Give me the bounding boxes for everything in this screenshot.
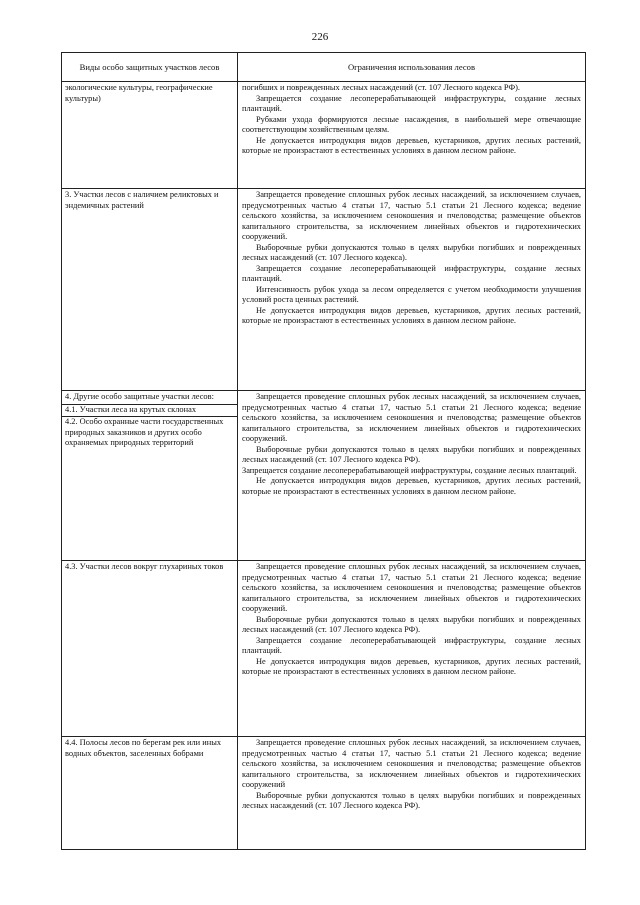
page-number: 226 bbox=[311, 31, 329, 43]
area-type-text: 4.2. Особо охранные части государственных природных заказников и других особо охраняемых природных территорий bbox=[65, 417, 224, 447]
restriction-paragraph: Выборочные рубки допускаются только в целях вырубки погибших и поврежденных лесных насаждений (ст. 107 Лесного кодекса). bbox=[242, 242, 581, 262]
restriction-paragraph: Выборочные рубки допускаются только в целях вырубки погибших и поврежденных лесных насаждений (ст. 107 Лесного кодекса РФ). bbox=[242, 614, 581, 634]
header-restrictions: Ограничения использования лесов bbox=[347, 62, 476, 72]
restriction-paragraph: Не допускается интродукция видов деревьев, кустарников, других лесных растений, которые не произрастают в естественных условиях в данном лесном районе. bbox=[242, 135, 581, 155]
restriction-paragraph: Выборочные рубки допускаются только в целях вырубки погибших и поврежденных лесных насаждений (ст. 107 Лесного кодекса РФ). bbox=[242, 790, 581, 810]
restriction-paragraph: Не допускается интродукция видов деревьев, кустарников, других лесных растений, которые не произрастают в естественных условиях в данном лесном районе. bbox=[242, 656, 581, 676]
table-row bbox=[62, 189, 585, 391]
area-type-cell bbox=[62, 189, 238, 390]
restriction-paragraph: Запрещается создание лесоперерабатывающей инфраструктуры, создание лесных плантаций. bbox=[242, 263, 581, 283]
table-row bbox=[62, 561, 585, 737]
area-type-text: 4.4. Полосы лесов по берегам рек или иных водных объектов, заселенных бобрами bbox=[65, 738, 222, 758]
table-row bbox=[62, 82, 585, 189]
table-row bbox=[62, 391, 585, 561]
restriction-paragraph: Запрещается проведение сплошных рубок лесных насаждений, за исключением случаев, предусмотренных частью 4 статьи 17, частью 5.1 статьи 21 Лесного кодекса; ведение сельского хозяйства, за исключением сенокошения и пчеловодства; размещение объектов капитального строительства, за исключением линейных объектов и гидротехнических сооружений. bbox=[242, 392, 581, 443]
restriction-paragraph: Интенсивность рубок ухода за лесом определяется с учетом необходимости улучшения условий роста ценных растений. bbox=[242, 284, 581, 304]
area-type-text: 4.3. Участки лесов вокруг глухариных токов bbox=[65, 562, 224, 571]
table-header-row bbox=[62, 53, 585, 82]
area-type-cell bbox=[62, 391, 238, 560]
restriction-paragraph: Не допускается интродукция видов деревьев, кустарников, других лесных растений, которые не произрастают в естественных условиях в данном лесном районе. bbox=[242, 476, 581, 496]
restriction-paragraph: Запрещается проведение сплошных рубок лесных насаждений, за исключением случаев, предусмотренных частью 4 статьи 17, частью 5.1 статьи 21 Лесного кодекса; ведение сельского хозяйства, за исключением сенокошения и пчеловодства; размещение объектов капитального строительства, за исключением линейных объектов и гидротехнических сооружений. bbox=[242, 190, 581, 241]
area-type-text: 4. Другие особо защитные участки лесов: bbox=[62, 391, 237, 405]
area-type-cell bbox=[62, 82, 238, 188]
restriction-paragraph: Рубками ухода формируются лесные насаждения, в наибольшей мере отвечающие соответствующим хозяйственным целям. bbox=[242, 114, 581, 134]
restriction-cell bbox=[238, 391, 585, 560]
header-protected-areas: Виды особо защитных участков лесов bbox=[62, 53, 238, 81]
area-type-cell bbox=[62, 561, 238, 736]
restriction-cell bbox=[238, 82, 585, 188]
table-row bbox=[62, 737, 585, 849]
restriction-paragraph: Запрещается создание лесоперерабатывающей инфраструктуры, создание лесных плантаций. bbox=[242, 93, 581, 113]
restrictions-table bbox=[61, 52, 586, 850]
area-type-text: экологические культуры, географические культуры) bbox=[65, 83, 213, 103]
restriction-paragraph: Запрещается проведение сплошных рубок лесных насаждений, за исключением случаев, предусмотренных частью 4 статьи 17, частью 5.1 статьи 21 Лесного кодекса; ведение сельского хозяйства, за исключением сенокошения и пчеловодства; размещение объектов капитального строительства, за исключением линейных объектов и гидротехнических сооружений bbox=[242, 738, 581, 789]
restriction-cell bbox=[238, 561, 585, 736]
restriction-paragraph: Выборочные рубки допускаются только в целях вырубки погибших и поврежденных лесных насаждений (ст. 107 Лесного кодекса РФ). bbox=[242, 444, 581, 464]
area-type-text: 4.1. Участки леса на крутых склонах bbox=[62, 405, 237, 418]
restriction-paragraph: Запрещается создание лесоперерабатывающей инфраструктуры, создание лесных плантаций. bbox=[242, 465, 577, 475]
restriction-paragraph: Запрещается проведение сплошных рубок лесных насаждений, за исключением случаев, предусмотренных частью 4 статьи 17, частью 5.1 статьи 21 Лесного кодекса; ведение сельского хозяйства, за исключением сенокошения и пчеловодства; размещение объектов капитального строительства, за исключением линейных объектов и гидротехнических сооружений. bbox=[242, 562, 581, 613]
restriction-cell bbox=[238, 737, 585, 849]
restriction-paragraph: Не допускается интродукция видов деревьев, кустарников, других лесных растений, которые не произрастают в естественных условиях в данном лесном районе. bbox=[242, 305, 581, 325]
restriction-cell bbox=[238, 189, 585, 390]
area-type-text: 3. Участки лесов с наличием реликтовых и эндемичных растений bbox=[65, 190, 219, 210]
restriction-paragraph: погибших и поврежденных лесных насаждений (ст. 107 Лесного кодекса РФ). bbox=[242, 83, 520, 92]
area-type-cell bbox=[62, 737, 238, 849]
restriction-paragraph: Запрещается создание лесоперерабатывающей инфраструктуры, создание лесных плантаций. bbox=[242, 635, 581, 655]
